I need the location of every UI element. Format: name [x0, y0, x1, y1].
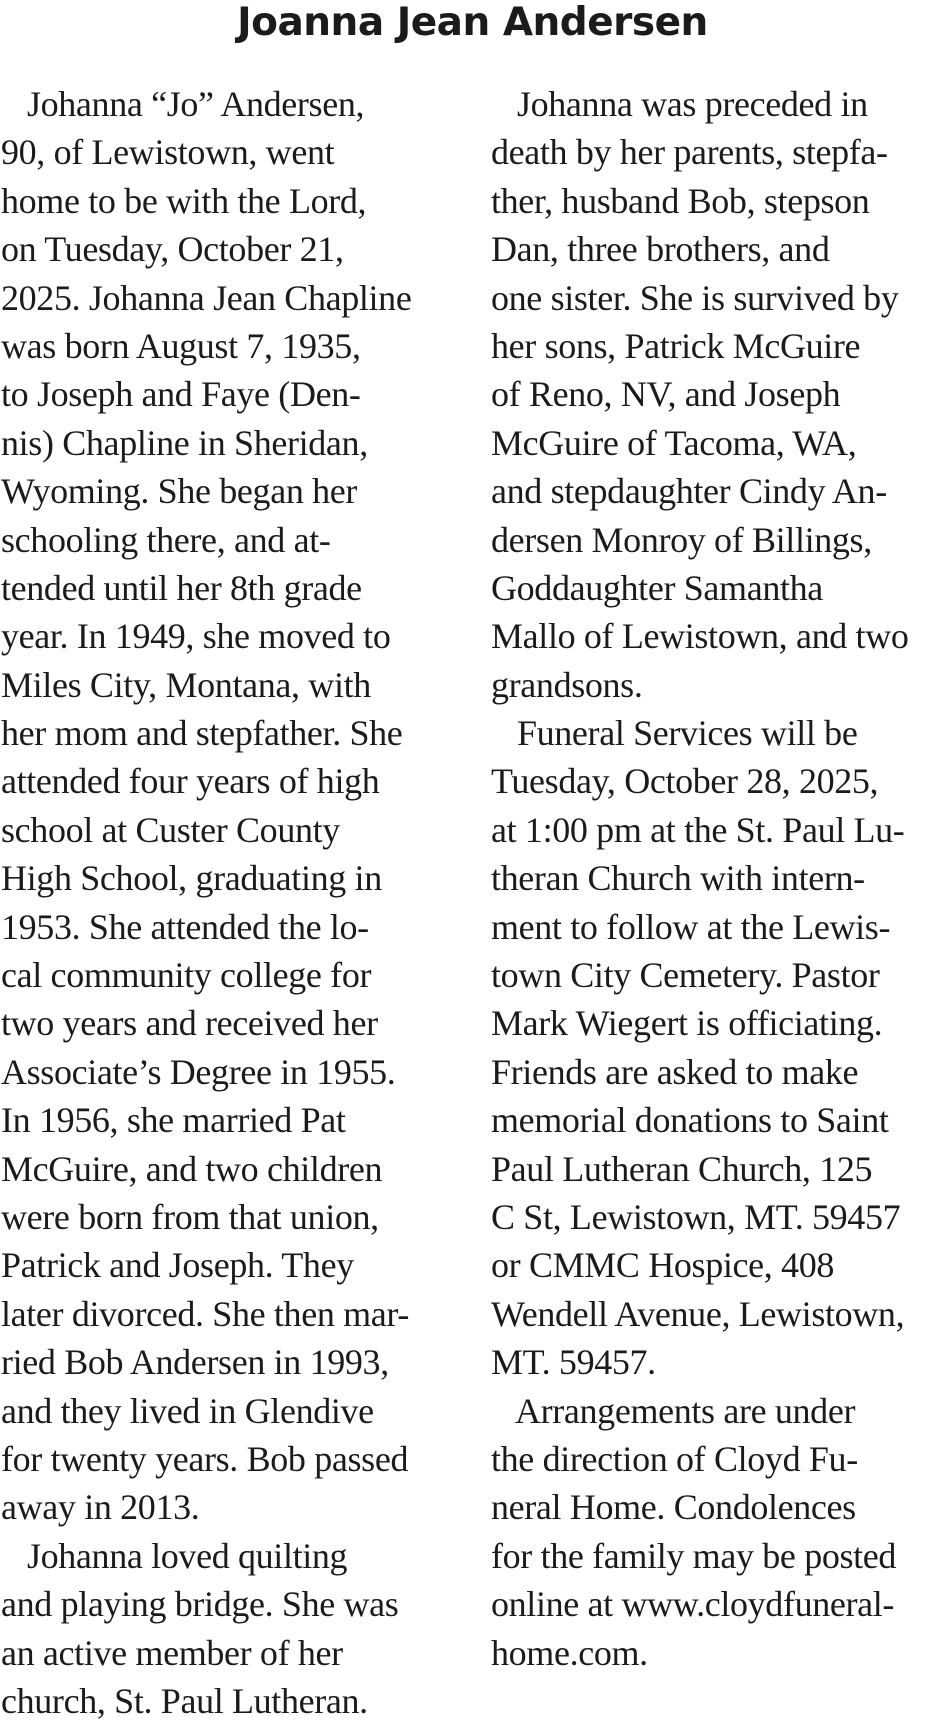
left-column-text-line: to Joseph and Faye (Den- [1, 374, 361, 415]
left-column-text-line: 1953. She attended the lo- [1, 906, 369, 947]
right-column-text-line: town City Cemetery. Pastor [491, 955, 880, 996]
left-column-text-line: McGuire, and two children [1, 1148, 383, 1189]
right-column [491, 80, 943, 1677]
left-column-text-line: cal community college for [1, 955, 372, 996]
left-column-text-line: away in 2013. [1, 1487, 200, 1528]
left-column-text-line: Wyoming. She began her [1, 471, 358, 512]
right-column-text-line: Mark Wiegert is officiating. [491, 1003, 883, 1044]
right-column-text-line: ther, husband Bob, stepson [491, 180, 870, 221]
right-column-text-line: online at www.cloydfuneral- [491, 1584, 895, 1625]
right-column-text-line: Mallo of Lewistown, and two [491, 616, 909, 657]
left-column-text-line: Patrick and Joseph. They [1, 1245, 354, 1286]
right-column-text-line: Johanna was preceded in [491, 84, 868, 124]
left-column-text-line: an active member of her [1, 1632, 343, 1673]
right-column-text-line: for the family may be posted [491, 1535, 897, 1576]
left-column-text-line: High School, graduating in [1, 858, 382, 899]
right-column-text-line: Wendell Avenue, Lewistown, [491, 1293, 905, 1334]
right-column-text-line: C St, Lewistown, MT. 59457 [491, 1196, 901, 1237]
right-column-text-line: ment to follow at the Lewis- [491, 906, 891, 947]
left-column-text-line: home to be with the Lord, [1, 180, 367, 221]
right-column-text-line: dersen Monroy of Billings, [491, 519, 872, 560]
right-column-text-line: Tuesday, October 28, 2025, [491, 761, 879, 802]
left-column-text-line: and playing bridge. She was [1, 1584, 399, 1625]
left-column-text-line: 2025. Johanna Jean Chapline [1, 277, 412, 318]
left-column-text-line: and they lived in Glendive [1, 1390, 374, 1431]
right-column-text-line: Goddaughter Samantha [491, 567, 823, 608]
right-column-text-line: memorial donations to Saint [491, 1100, 889, 1141]
right-column-text-line: Friends are asked to make [491, 1051, 859, 1092]
right-column-text-line: grandsons. [491, 664, 643, 705]
left-column-text-line: year. In 1949, she moved to [1, 616, 391, 657]
obituary-title: Joanna Jean Andersen [237, 0, 708, 45]
right-column-text-line: or CMMC Hospice, 408 [491, 1245, 834, 1286]
left-column-text-line: ried Bob Andersen in 1993, [1, 1342, 389, 1383]
right-column-text-line: and stepdaughter Cindy An- [491, 471, 887, 512]
left-column-text-line: later divorced. She then mar- [1, 1293, 409, 1334]
left-column-text-line: Johanna loved quilting [1, 1535, 348, 1576]
left-column-text-line: were born from that union, [1, 1196, 379, 1237]
right-column-text-line: neral Home. Condolences [491, 1487, 856, 1528]
right-column-text-line: Dan, three brothers, and [491, 229, 830, 270]
right-column-text-line: theran Church with intern- [491, 858, 865, 899]
left-column-text-line: on Tuesday, October 21, [1, 229, 344, 270]
left-column-text-line: In 1956, she married Pat [1, 1100, 346, 1141]
right-column-text-line: the direction of Cloyd Fu- [491, 1438, 858, 1479]
right-column-text-line: at 1:00 pm at the St. Paul Lu- [491, 809, 905, 850]
left-column-text-line: school at Custer County [1, 809, 340, 850]
left-column-text-line: Miles City, Montana, with [1, 664, 371, 705]
right-column-text-line: one sister. She is survived by [491, 277, 899, 318]
left-column-text-line: Johanna “Jo” Andersen, [1, 84, 365, 124]
left-column-text-line: church, St. Paul Lutheran. [1, 1680, 368, 1721]
left-column-text-line: her mom and stepfather. She [1, 713, 403, 754]
right-column-text-line: MT. 59457. [491, 1342, 656, 1383]
left-column-text-line: two years and received her [1, 1003, 378, 1044]
right-column-text-line: McGuire of Tacoma, WA, [491, 422, 857, 463]
left-column-text-line: tended until her 8th grade [1, 567, 362, 608]
right-column-text-line: her sons, Patrick McGuire [491, 325, 861, 366]
right-column-text-line: Paul Lutheran Church, 125 [491, 1148, 873, 1189]
left-column-text-line: 90, of Lewistown, went [1, 132, 335, 173]
left-column-text-line: nis) Chapline in Sheridan, [1, 422, 368, 463]
left-column [1, 80, 461, 1725]
right-column-text-line: of Reno, NV, and Joseph [491, 374, 841, 415]
right-column-text-line: Arrangements are under [491, 1390, 856, 1431]
right-column-text-line: home.com. [491, 1632, 648, 1673]
left-column-text-line: for twenty years. Bob passed [1, 1438, 409, 1479]
left-column-text-line: schooling there, and at- [1, 519, 331, 560]
left-column-text-line: Associate’s Degree in 1955. [1, 1051, 396, 1092]
left-column-text-line: was born August 7, 1935, [1, 325, 361, 366]
right-column-text-line: death by her parents, stepfa- [491, 132, 888, 173]
left-column-text-line: attended four years of high [1, 761, 380, 802]
right-column-text-line: Funeral Services will be [491, 713, 858, 754]
